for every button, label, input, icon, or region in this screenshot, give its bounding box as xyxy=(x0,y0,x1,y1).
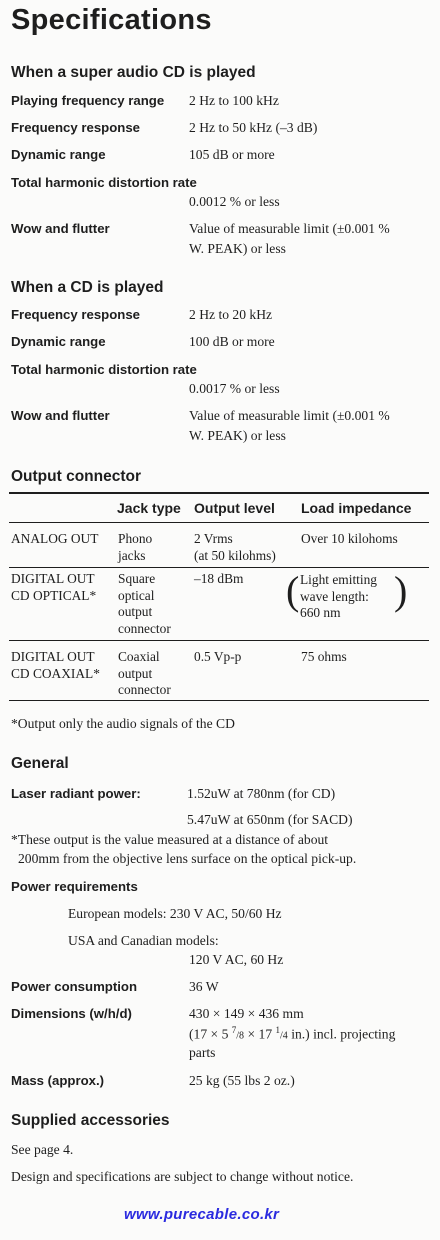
spec-value: 0.0017 % or less xyxy=(189,381,280,396)
column-header-load-impedance: Load impedance xyxy=(301,500,412,516)
spec-label: Power requirements xyxy=(11,879,138,894)
spec-value: 100 dB or more xyxy=(189,334,275,349)
spec-label: Total harmonic distortion rate xyxy=(11,362,197,377)
spec-label: Total harmonic distortion rate xyxy=(11,175,197,190)
table-row-rule xyxy=(9,640,429,641)
spec-label: Frequency response xyxy=(11,307,140,322)
spec-value: 430 × 149 × 436 mm xyxy=(189,1006,304,1021)
spec-label: Dimensions (w/h/d) xyxy=(11,1006,132,1021)
table-cell-jack: Square optical output connector xyxy=(118,571,171,636)
spec-label: Wow and flutter xyxy=(11,221,110,236)
spec-value: W. PEAK) or less xyxy=(189,428,286,443)
table-cell-load: Over 10 kilohoms xyxy=(301,531,398,546)
table-row: DIGITAL OUT CD OPTICAL* xyxy=(11,571,97,603)
spec-value: 2 Hz to 50 kHz (–3 dB) xyxy=(189,120,318,135)
table-cell-level: –18 dBm xyxy=(194,571,244,586)
spec-value: 1.52uW at 780nm (for CD) xyxy=(187,786,336,801)
column-header-output-level: Output level xyxy=(194,500,275,516)
column-header-jack-type: Jack type xyxy=(117,500,181,516)
output-footnote: *Output only the audio signals of the CD xyxy=(11,716,235,731)
spec-label: Wow and flutter xyxy=(11,408,110,423)
spec-label: Playing frequency range xyxy=(11,93,165,108)
spec-value: 5.47uW at 650nm (for SACD) xyxy=(187,812,353,827)
spec-value: W. PEAK) or less xyxy=(189,241,286,256)
spec-value: parts xyxy=(189,1045,216,1060)
accessories-heading: Supplied accessories xyxy=(11,1112,170,1129)
spec-value: European models: 230 V AC, 50/60 Hz xyxy=(68,906,282,921)
table-row: ANALOG OUT xyxy=(11,531,99,546)
watermark-url: www.purecable.co.kr xyxy=(124,1206,280,1223)
spec-value: 2 Hz to 100 kHz xyxy=(189,93,279,108)
spec-label: Laser radiant power: xyxy=(11,786,141,801)
spec-label: Mass (approx.) xyxy=(11,1073,105,1088)
right-paren-icon: ) xyxy=(394,568,408,613)
spec-label: Frequency response xyxy=(11,120,140,135)
table-row-rule xyxy=(9,567,429,568)
spec-value: 120 V AC, 60 Hz xyxy=(189,952,284,967)
laser-note: 200mm from the objective lens surface on the optical pick-up. xyxy=(18,851,357,866)
spec-value: Value of measurable limit (±0.001 % xyxy=(189,408,390,423)
table-cell-load: Light emitting wave length: 660 nm xyxy=(300,572,377,620)
spec-value: (17 × 5 $^7$/8 × 17 $^1$/4 in.) incl. projecting xyxy=(189,1025,396,1042)
table-bottom-rule xyxy=(9,700,429,701)
left-paren-icon: ( xyxy=(286,568,300,613)
table-cell-level: 0.5 Vp-p xyxy=(194,649,242,664)
output-heading: Output connector xyxy=(11,468,142,485)
spec-value: Value of measurable limit (±0.001 % xyxy=(189,221,390,236)
table-cell-load: 75 ohms xyxy=(301,649,347,664)
spec-value: USA and Canadian models: xyxy=(68,933,219,948)
cd-heading: When a CD is played xyxy=(11,279,164,296)
notice-text: Design and specifications are subject to change without notice. xyxy=(11,1169,354,1184)
see-page-text: See page 4. xyxy=(11,1142,74,1157)
spec-value: 25 kg (55 lbs 2 oz.) xyxy=(189,1073,295,1088)
table-cell-jack: Coaxial output connector xyxy=(118,649,171,697)
spec-value: 0.0012 % or less xyxy=(189,194,280,209)
spec-value: 36 W xyxy=(189,979,219,994)
page-title: Specifications xyxy=(11,4,212,36)
sacd-heading: When a super audio CD is played xyxy=(11,64,256,81)
laser-note: *These output is the value measured at a distance of about xyxy=(11,832,329,847)
spec-label: Dynamic range xyxy=(11,334,106,349)
table-cell-level: 2 Vrms (at 50 kilohms) xyxy=(194,531,276,563)
spec-label: Power consumption xyxy=(11,979,138,994)
general-heading: General xyxy=(11,755,69,772)
table-row: DIGITAL OUT CD COAXIAL* xyxy=(11,649,100,681)
table-cell-jack: Phono jacks xyxy=(118,531,153,563)
spec-value: 105 dB or more xyxy=(189,147,275,162)
spec-label: Dynamic range xyxy=(11,147,106,162)
spec-value: 2 Hz to 20 kHz xyxy=(189,307,273,322)
table-header-rule xyxy=(9,522,429,523)
table-top-rule xyxy=(9,492,429,494)
